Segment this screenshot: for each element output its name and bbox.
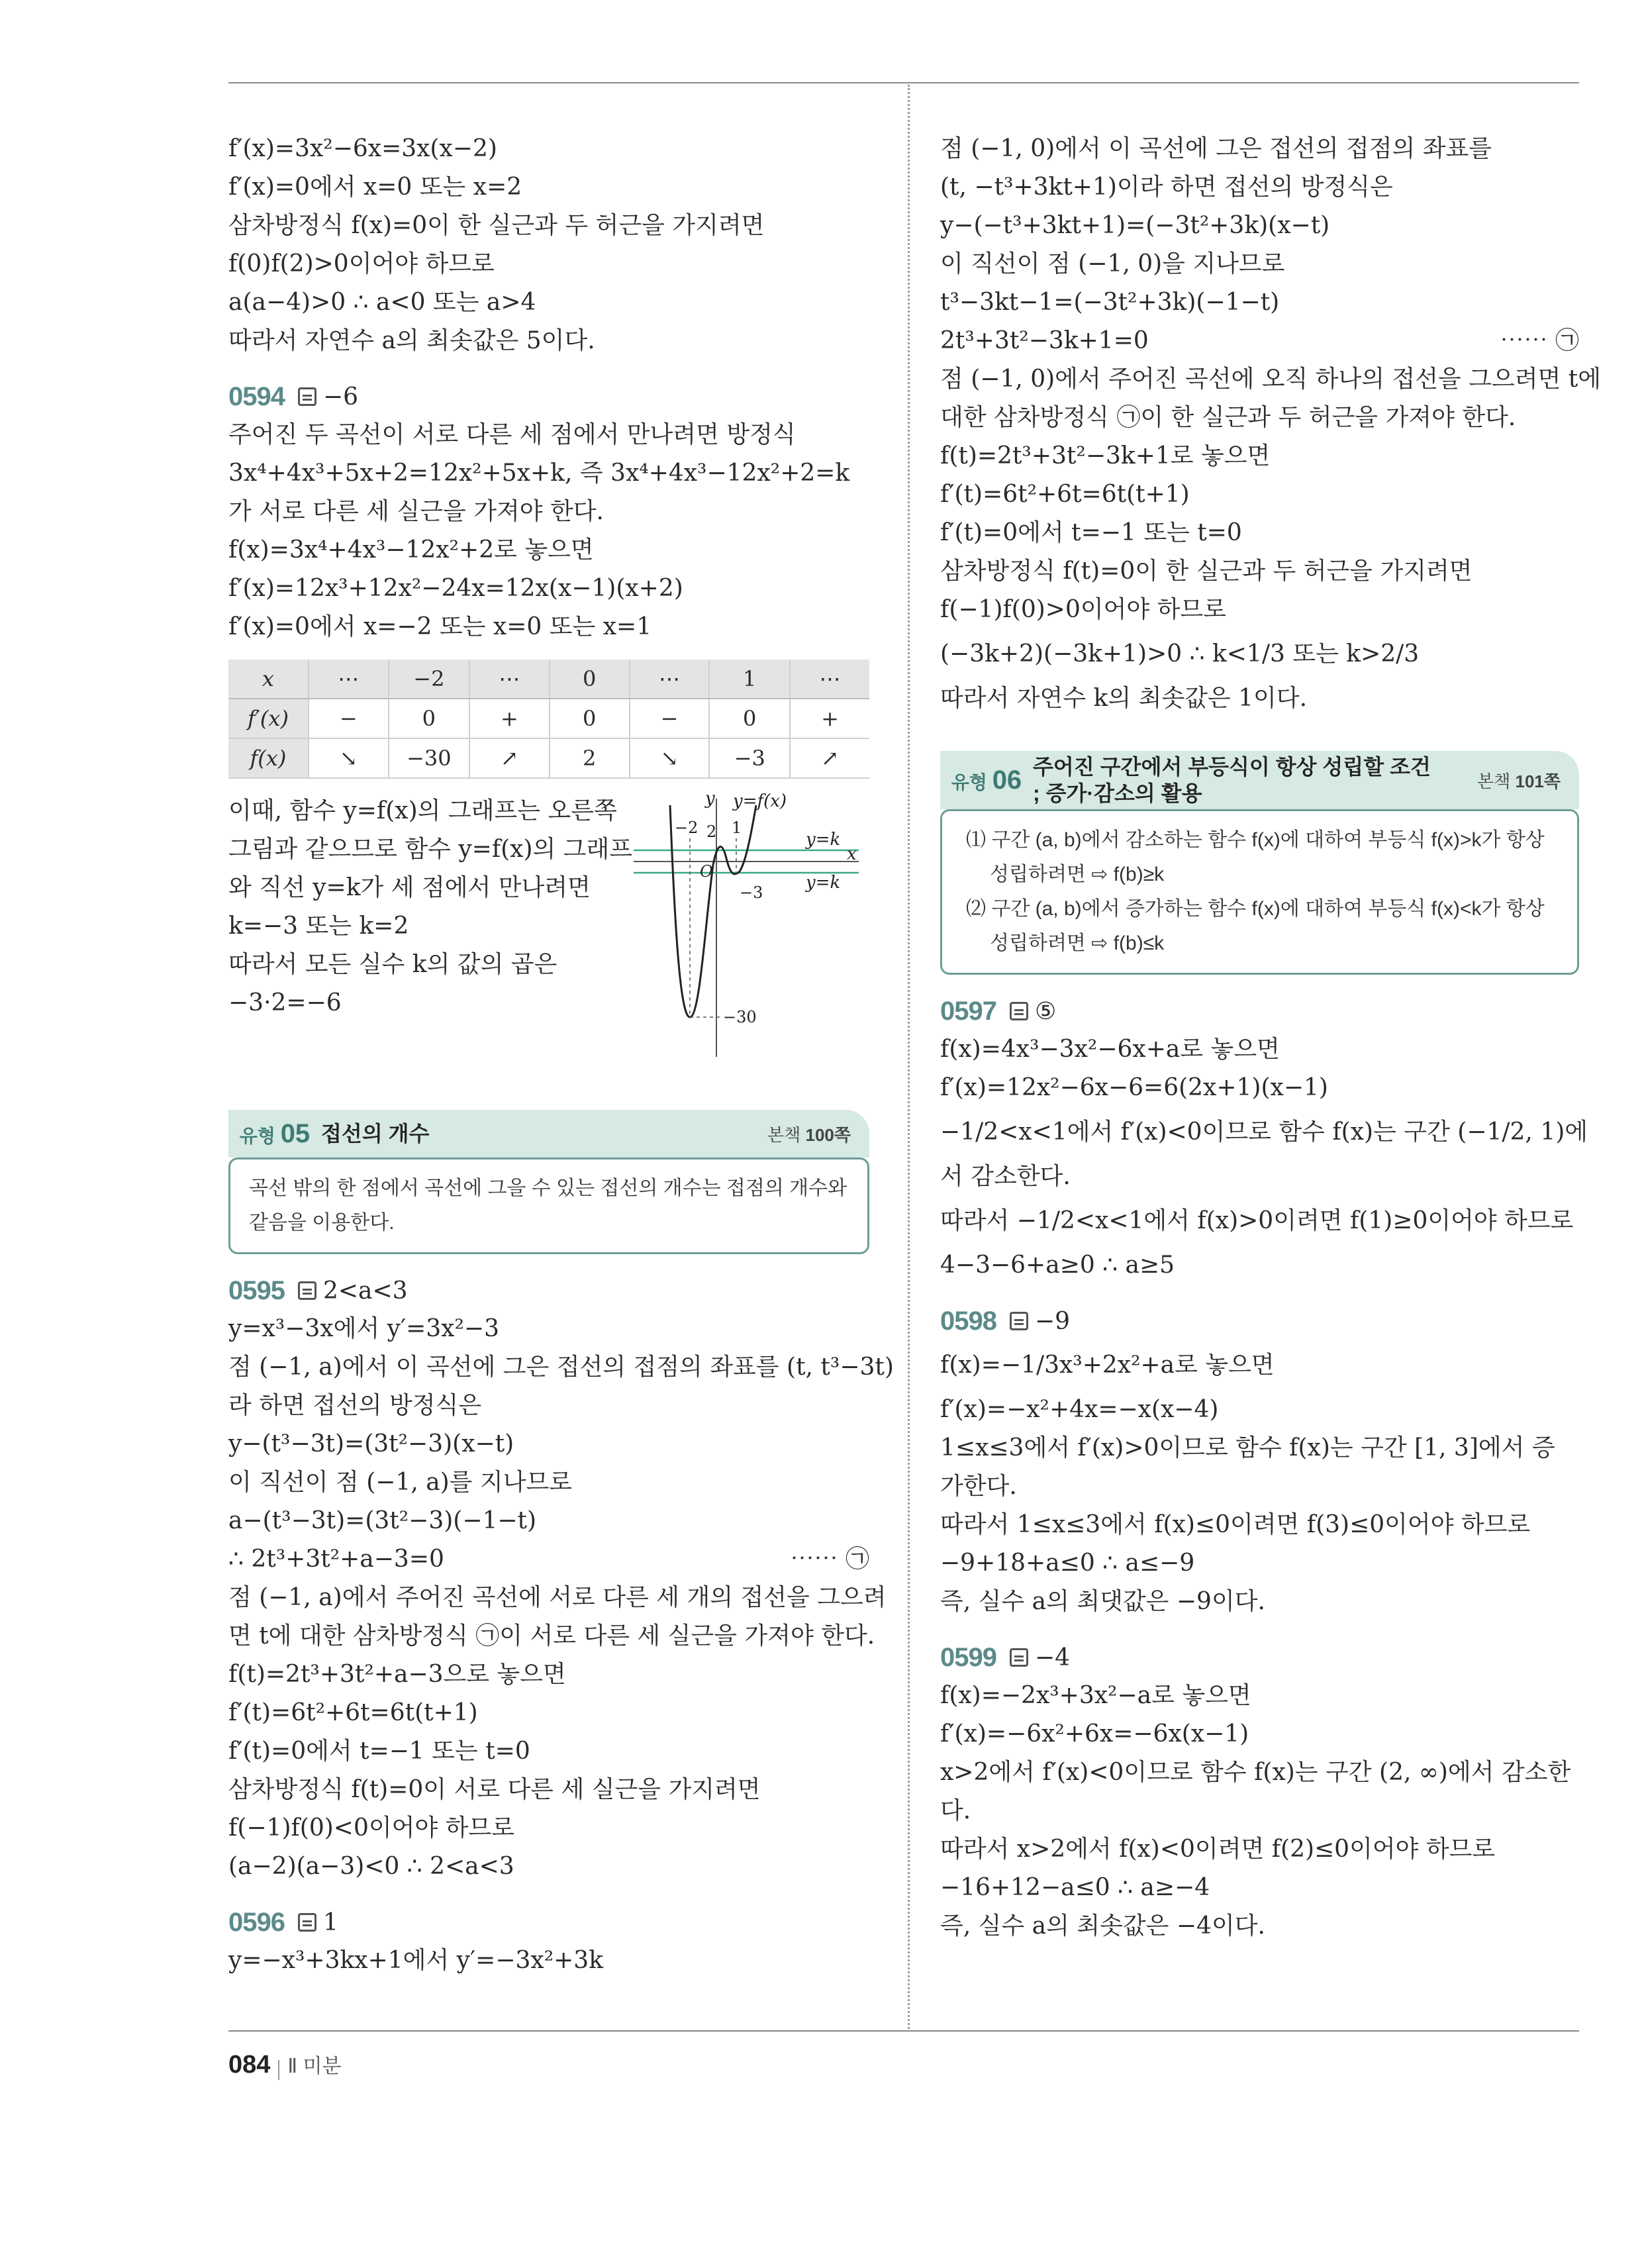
answer-value: 2<a<3 [322,1277,408,1305]
graph-explanation [228,792,632,1022]
text-line: t³−3kt−1=(−3t²+3k)(−1−t) [940,289,1280,316]
text-line: f′(x)=3x²−6x=3x(x−2) [228,135,497,162]
text-line: y−(−t³+3kt+1)=(−3t²+3k)(x−t) [940,212,1330,239]
equation-tag: ⋯⋯ ㉠ [790,1546,869,1573]
footer-separator [278,2060,279,2080]
line-label-bottom: y=k [806,873,841,893]
answer-icon [1010,1312,1028,1330]
text-line: 이 직선이 점 (−1, 0)을 지나므로 [940,250,1285,277]
ref-prefix: 본책 [1477,771,1511,791]
table-cell: + [469,699,550,738]
problem-0594-header [228,377,869,416]
text-line: a(a−4)>0 ∴ a<0 또는 a>4 [228,289,536,316]
text-line: f′(x)=12x²−6x−6=6(2x+1)(x−1) [940,1074,1328,1101]
type-05-box [228,1158,869,1254]
text-line: (t, −t³+3kt+1)이라 하면 접선의 방정식은 [940,173,1393,201]
type-06-header [940,751,1579,809]
table-cell: − [309,699,389,738]
text-line: 이때, 함수 y=f(x)의 그래프는 오른쪽 [228,797,617,824]
table-cell: −3 [709,738,790,778]
problem-number: 0594 [228,381,285,411]
type-number: 06 [992,765,1022,795]
text-line: f(x)=4x³−3x²−6x+a로 놓으면 [940,1036,1280,1063]
right-column [940,130,1602,1946]
text-line: f(t)=2t³+3t²−3k+1로 놓으면 [940,442,1271,469]
text-line: −16+12−a≤0 ∴ a≥−4 [940,1874,1210,1901]
text-line: f′(x)=−6x²+6x=−6x(x−1) [940,1720,1249,1748]
type-title-line: ; 증가·감소의 활용 [1033,781,1202,805]
tagged-line [228,1540,869,1579]
text-line: 따라서 1≤x≤3에서 f(x)≤0이려면 f(3)≤0이어야 하므로 [940,1511,1531,1538]
text-line: 그림과 같으므로 함수 y=f(x)의 그래프 [228,836,633,863]
answer-icon [298,387,316,406]
problem-0595-header [228,1271,869,1310]
text-line: a−(t³−3t)=(3t²−3)(−1−t) [228,1507,537,1534]
chapter-label: Ⅱ 미분 [287,2055,342,2077]
text-line: 면 t에 대한 삼차방정식 ㉠이 서로 다른 세 실근을 가져야 한다. [228,1622,875,1650]
problem-number: 0595 [228,1275,285,1305]
table-cell: x [228,660,309,699]
text-line: 삼차방정식 f(x)=0이 한 실근과 두 허근을 가지려면 [228,212,765,239]
column-divider [908,85,910,2029]
answer-icon [1010,1002,1028,1020]
table-cell: ⋯ [630,660,710,699]
table-row [228,699,869,738]
text-line: f(0)f(2)>0이어야 하므로 [228,250,495,277]
box-line: 곡선 밖의 한 점에서 곡선에 그을 수 있는 접선의 개수는 접점의 개수와 [249,1177,847,1199]
tick-2: 2 [706,822,717,841]
problem-0598-header [940,1302,1579,1340]
top-rule [228,82,1579,83]
table-cell: f(x) [228,738,309,778]
text-line: 점 (−1, 0)에서 이 곡선에 그은 접선의 접점의 좌표를 [940,135,1492,162]
text-line: f′(x)=0에서 x=0 또는 x=2 [228,173,522,201]
answer-value: ⑤ [1034,997,1057,1025]
text-line: 따라서 모든 실수 k의 값의 곱은 [228,951,557,978]
type-06-box [940,809,1579,975]
tick-1: 1 [732,818,742,837]
table-cell: 0 [709,699,790,738]
answer-value: −6 [322,383,359,411]
problem-number: 0597 [940,996,996,1026]
answer-icon [298,1913,316,1932]
box-line: ⑵ 구간 (a, b)에서 증가하는 함수 f(x)에 대하여 부등식 f(x)<k가 항상 성립하려면 ⇨ f(b)≤k [966,898,1545,954]
graph-block [228,792,869,1077]
text-line: 따라서 자연수 k의 최솟값은 1이다. [940,685,1308,712]
text-line: 삼차방정식 f(t)=0이 한 실근과 두 허근을 가지려면 [940,558,1473,585]
answer-value: 1 [322,1908,338,1936]
x-axis-label: x [847,844,857,864]
table-row [228,738,869,778]
text-line: 1≤x≤3에서 f′(x)>0이므로 함수 f(x)는 구간 [1, 3]에서 증 [940,1434,1555,1461]
text-line: 라 하면 접선의 방정식은 [228,1392,482,1419]
increase-decrease-table [228,660,869,779]
type-title-line: 주어진 구간에서 부등식이 항상 성립할 조건 [1033,755,1431,779]
text-line: k=−3 또는 k=2 [228,912,409,940]
problem-number: 0599 [940,1642,996,1672]
table-cell: 0 [550,660,630,699]
text-line: 이 직선이 점 (−1, a)를 지나므로 [228,1469,573,1496]
text-line: f(x)=−2x³+3x²−a로 놓으면 [940,1682,1251,1709]
table-cell: + [790,699,869,738]
table-cell: 0 [550,699,630,738]
table-cell: 1 [709,660,790,699]
problem-0599-header [940,1638,1579,1677]
text-line: −3·2=−6 [228,989,342,1016]
bottom-rule [228,2030,1579,2032]
value-minus-30: −30 [723,1008,757,1026]
text-line: 가한다. [940,1473,1017,1500]
problem-0596-header [228,1903,869,1942]
answer-icon [1010,1648,1028,1667]
text-line: f(x)=−1/3x³+2x²+a로 놓으면 [940,1352,1275,1379]
origin-label: O [700,862,713,881]
text-line: 점 (−1, 0)에서 주어진 곡선에 오직 하나의 접선을 그으려면 t에 [940,366,1602,393]
type-prefix: 유형 [239,1125,275,1146]
text-line: 삼차방정식 f(t)=0이 서로 다른 세 실근을 가지려면 [228,1776,761,1803]
table-cell: ↗ [790,738,869,778]
text-line: f(x)=3x⁴+4x³−12x²+2로 놓으면 [228,536,594,564]
type-reference [1477,768,1561,793]
text-line: y=x³−3x에서 y′=3x²−3 [228,1315,499,1342]
ref-page: 100쪽 [805,1124,851,1145]
text-line: f′(t)=6t²+6t=6t(t+1) [940,481,1190,508]
table-cell: 0 [389,699,469,738]
answer-value: −9 [1034,1307,1071,1335]
text-line: (a−2)(a−3)<0 ∴ 2<a<3 [228,1853,514,1880]
text-line: −1/2<x<1에서 f′(x)<0이므로 함수 f(x)는 구간 (−1/2, 1)에 [940,1118,1588,1146]
table-cell: ↘ [309,738,389,778]
text-line: 점 (−1, a)에서 주어진 곡선에 서로 다른 세 개의 접선을 그으려 [228,1584,887,1611]
problem-number: 0596 [228,1907,285,1937]
text-line: y=−x³+3kx+1에서 y′=−3x²+3k [228,1947,604,1974]
type-title: 접선의 개수 [321,1122,430,1146]
problem-0597-header [940,992,1579,1030]
text-line: 즉, 실수 a의 최솟값은 −4이다. [940,1912,1265,1940]
problem-number: 0598 [940,1306,996,1336]
text-line: 따라서 x>2에서 f(x)<0이려면 f(2)≤0이어야 하므로 [940,1836,1496,1863]
text-line: 가 서로 다른 세 실근을 가져야 한다. [228,498,604,525]
y-axis-label: y [705,792,715,809]
text-line: f(−1)f(0)>0이어야 하므로 [940,596,1226,623]
text-line: 4−3−6+a≥0 ∴ a≥5 [940,1252,1175,1279]
type-prefix: 유형 [951,771,987,793]
ref-page: 101쪽 [1515,771,1561,791]
text-line: 따라서 −1/2<x<1에서 f(x)>0이려면 f(1)≥0이어야 하므로 [940,1207,1574,1234]
text-line: −9+18+a≤0 ∴ a≤−9 [940,1550,1195,1577]
value-minus-3: −3 [740,883,763,902]
text-line: (−3k+2)(−3k+1)>0 ∴ k<1/3 또는 k>2/3 [940,640,1420,667]
text-line: f(−1)f(0)<0이어야 하므로 [228,1814,514,1842]
tick-minus-2: −2 [675,818,699,837]
table-cell: ⋯ [469,660,550,699]
text-line: f′(t)=0에서 t=−1 또는 t=0 [940,519,1242,546]
equation: ∴ 2t³+3t²+a−3=0 [228,1546,444,1573]
type-reference [767,1122,851,1146]
table-cell: 2 [550,738,630,778]
line-label-top: y=k [806,830,841,850]
text-line: 3x⁴+4x³+5x+2=12x²+5x+k, 즉 3x⁴+4x³−12x²+2=k [228,460,850,487]
text-line: 와 직선 y=k가 세 점에서 만나려면 [228,874,591,901]
table-cell: ↘ [630,738,710,778]
text-line: f′(x)=−x²+4x=−x(x−4) [940,1396,1219,1423]
text-line: f(t)=2t³+3t²+a−3으로 놓으면 [228,1661,566,1688]
left-column [228,130,894,1980]
type-label [940,765,1033,795]
text-line: f′(t)=6t²+6t=6t(t+1) [228,1699,478,1726]
type-05-header [228,1110,869,1158]
table-cell: − [630,699,710,738]
text-line: f′(x)=12x³+12x²−24x=12x(x−1)(x+2) [228,575,683,602]
equation-tag: ⋯⋯ ㉠ [1500,327,1579,354]
table-cell: f′(x) [228,699,309,738]
text-line: 대한 삼차방정식 ㉠이 한 실근과 두 허근을 가져야 한다. [940,404,1516,431]
text-line: 즉, 실수 a의 최댓값은 −9이다. [940,1588,1265,1615]
ref-prefix: 본책 [767,1124,801,1145]
table-cell: ⋯ [309,660,389,699]
text-line: 다. [940,1797,971,1824]
table-cell: ↗ [469,738,550,778]
text-line: y−(t³−3t)=(3t²−3)(x−t) [228,1430,514,1457]
page-footer [228,2049,341,2080]
type-number: 05 [280,1118,311,1148]
equation: 2t³+3t²−3k+1=0 [940,327,1149,354]
text-line: f′(t)=0에서 t=−1 또는 t=0 [228,1738,530,1765]
type-label [228,1119,321,1149]
table-row [228,660,869,699]
text-line: 서 감소한다. [940,1163,1071,1190]
curve-label: y=f(x) [733,792,787,811]
text-line: f′(x)=0에서 x=−2 또는 x=0 또는 x=1 [228,613,652,640]
answer-icon [298,1281,316,1300]
text-line: 따라서 자연수 a의 최솟값은 5이다. [228,327,595,354]
quartic-graph [634,792,865,1070]
table-cell: −30 [389,738,469,778]
tagged-line [940,322,1579,360]
answer-value: −4 [1034,1644,1071,1671]
table-cell: −2 [389,660,469,699]
text-line: 주어진 두 곡선이 서로 다른 세 점에서 만나려면 방정식 [228,421,796,448]
table-cell: ⋯ [790,660,869,699]
type-title [1033,754,1477,807]
box-line: ⑴ 구간 (a, b)에서 감소하는 함수 f(x)에 대하여 부등식 f(x)>k가 항상 성립하려면 ⇨ f(b)≥k [966,829,1545,885]
page-number: 084 [228,2051,271,2079]
text-line: x>2에서 f′(x)<0이므로 함수 f(x)는 구간 (2, ∞)에서 감소한 [940,1759,1571,1786]
text-line: 점 (−1, a)에서 이 곡선에 그은 접선의 접점의 좌표를 (t, t³−3t) [228,1354,894,1381]
box-line: 같음을 이용한다. [249,1212,395,1234]
